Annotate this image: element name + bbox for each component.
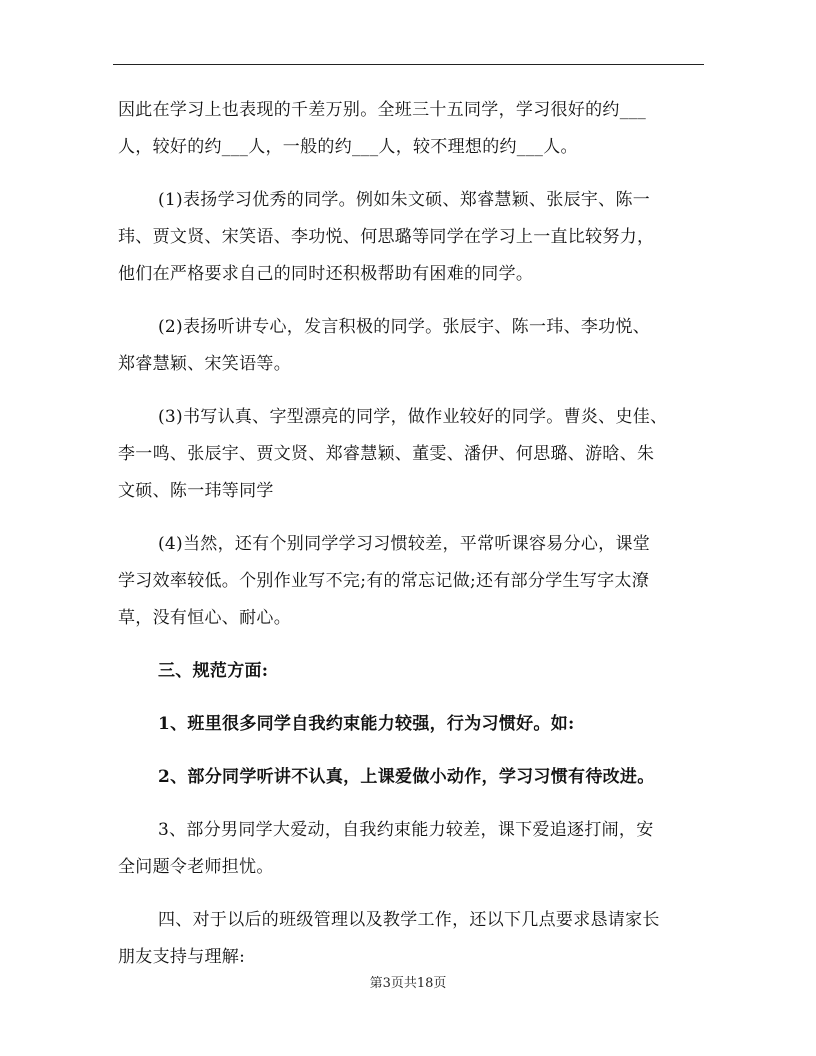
section-heading <box>118 653 708 690</box>
paragraph-item-2 <box>118 309 708 383</box>
text-line: 草，没有恒心、耐心。 <box>118 608 291 628</box>
paragraph-item-3 <box>118 399 708 510</box>
paragraph-point-3 <box>118 812 708 886</box>
text-line: 学习效率较低。个别作业写不完;有的常忘记做;还有部分学生写字太潦 <box>118 571 650 591</box>
header-rule <box>113 64 704 65</box>
paragraph-item-1 <box>118 182 708 293</box>
paragraph-section-4 <box>118 902 708 976</box>
text-line: 全问题令老师担忧。 <box>118 857 274 877</box>
paragraph-item-4 <box>118 526 708 637</box>
text-line: 李一鸣、张辰宇、贾文贤、郑睿慧颖、董雯、潘伊、何思璐、游晗、朱 <box>118 444 655 464</box>
text-line: 郑睿慧颖、宋笑语等。 <box>118 354 291 374</box>
text-line: 朋友支持与理解: <box>118 947 246 967</box>
page-number: 第3页共18页 <box>369 976 447 991</box>
text-line: 他们在严格要求自己的同时还积极帮助有困难的同学。 <box>118 264 534 284</box>
text-line: 3、部分男同学大爱动，自我约束能力较差，课下爱追逐打闹，安 <box>158 820 654 840</box>
paragraph-point-1 <box>118 706 708 743</box>
text-line: (3)书写认真、字型漂亮的同学，做作业较好的同学。曹炎、史佳、 <box>158 407 668 427</box>
text-line: 人，较好的约___人，一般的约___人，较不理想的约___人。 <box>118 137 578 157</box>
text-line: 文硕、陈一玮等同学 <box>118 481 274 501</box>
text-line: (1)表扬学习优秀的同学。例如朱文硕、郑睿慧颖、张辰宇、陈一 <box>158 190 651 210</box>
heading-text: 三、规范方面: <box>158 661 269 681</box>
text-line: (2)表扬听讲专心，发言积极的同学。张辰宇、陈一玮、李功悦、 <box>158 317 651 337</box>
text-line: 玮、贾文贤、宋笑语、李功悦、何思璐等同学在学习上一直比较努力， <box>118 227 655 247</box>
text-line: (4)当然，还有个别同学学习习惯较差，平常听课容易分心，课堂 <box>158 534 651 554</box>
text-line: 四、对于以后的班级管理以及教学工作，还以下几点要求恳请家长 <box>158 910 660 930</box>
paragraph-point-2 <box>118 759 708 796</box>
text-line: 1、班里很多同学自我约束能力较强，行为习惯好。如: <box>158 714 575 734</box>
paragraph-intro <box>118 92 708 166</box>
text-line: 因此在学习上也表现的千差万别。全班三十五同学，学习很好的约___ <box>118 100 647 120</box>
document-body <box>118 92 708 992</box>
text-line: 2、部分同学听讲不认真，上课爱做小动作，学习习惯有待改进。 <box>158 767 655 787</box>
